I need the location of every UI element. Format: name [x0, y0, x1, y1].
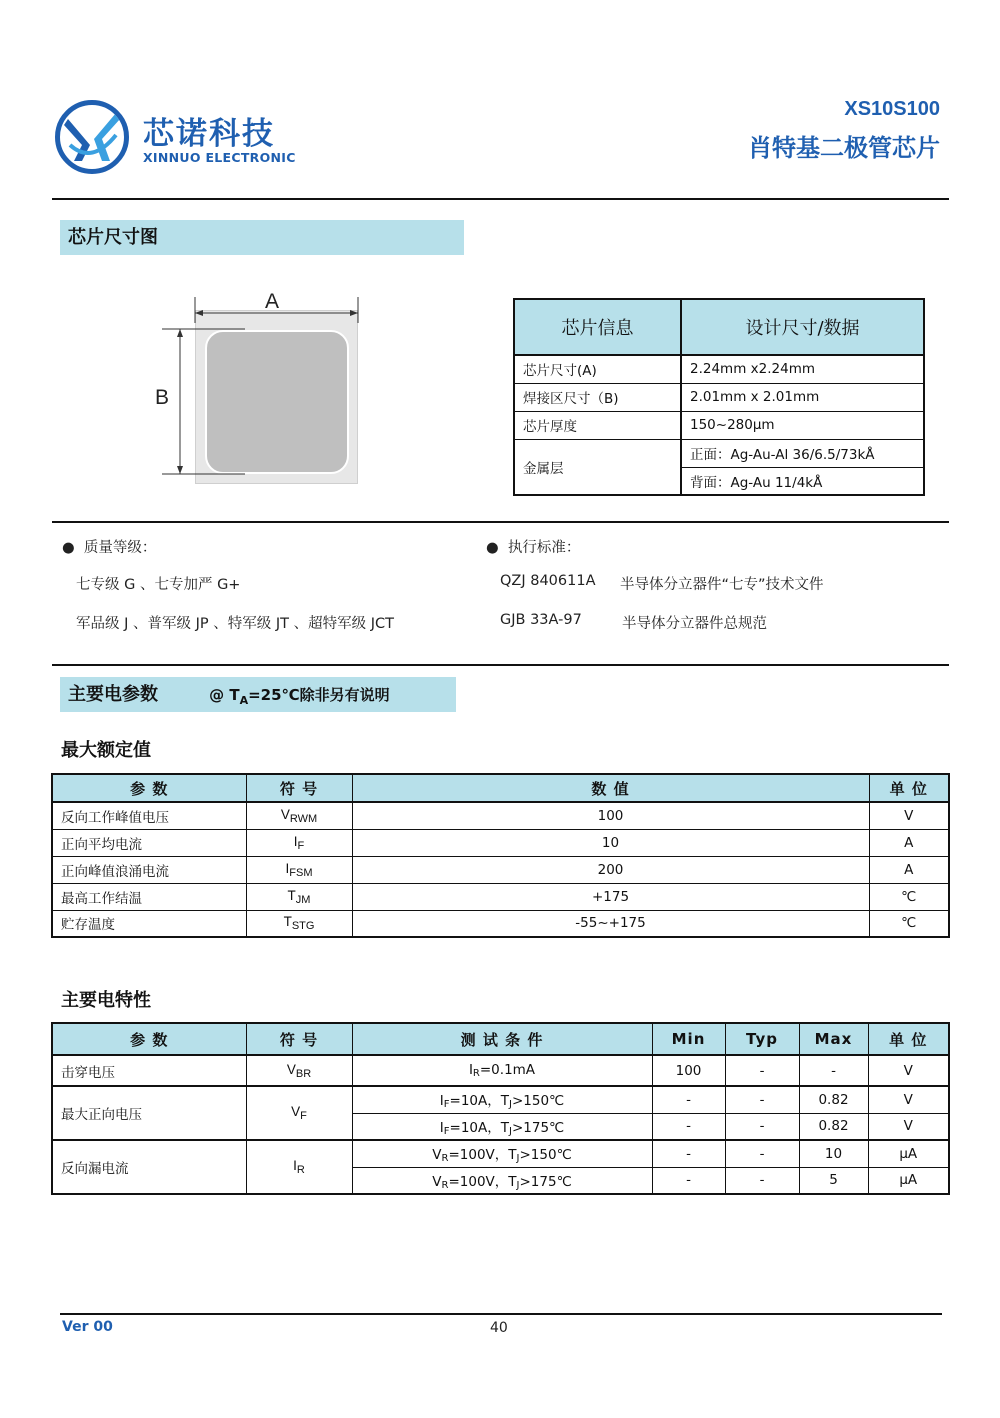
- unit-value: μA: [868, 1167, 949, 1194]
- param-value: -55~+175: [352, 910, 869, 937]
- unit-value: V: [868, 1055, 949, 1086]
- standard-code-1: QZJ 840611A: [500, 573, 596, 589]
- param-name: 正向平均电流: [52, 829, 246, 856]
- info-value: 150~280μm: [681, 411, 924, 439]
- table-row: [52, 829, 949, 856]
- electrical-section-title: 主要电参数: [68, 684, 158, 705]
- col-unit: 单 位: [868, 1023, 949, 1055]
- chip-info-table: [513, 298, 925, 496]
- max-value: 0.82: [799, 1113, 868, 1140]
- col-symbol: 符 号: [246, 1023, 352, 1055]
- max-ratings-table: [51, 773, 950, 938]
- standard-desc-1: 半导体分立器件“七专”技术文件: [620, 577, 824, 593]
- typ-value: -: [725, 1167, 799, 1194]
- table-row: [514, 383, 924, 411]
- table-row: [514, 355, 924, 383]
- quality-heading: ● 质量等级：: [62, 540, 157, 556]
- section-divider: [52, 521, 949, 523]
- metal-back: 背面：Ag-Au 11/4kÅ: [681, 467, 924, 495]
- param-value: +175: [352, 883, 869, 910]
- max-value: -: [799, 1055, 868, 1086]
- chip-section-bar: [60, 220, 464, 255]
- param-symbol: $V_{BR}$: [246, 1055, 352, 1086]
- electrical-section-bar: [60, 677, 456, 712]
- unit-value: μA: [868, 1140, 949, 1167]
- table-row: [52, 1140, 949, 1167]
- part-description: 肖特基二极管芯片: [748, 134, 940, 162]
- company-name-en: XINNUO ELECTRONIC: [143, 150, 296, 165]
- param-unit: A: [869, 829, 949, 856]
- col-unit: 单 位: [869, 774, 949, 802]
- max-value: 0.82: [799, 1086, 868, 1113]
- param-name: 正向峰值浪涌电流: [52, 856, 246, 883]
- typ-value: -: [725, 1140, 799, 1167]
- typ-value: -: [725, 1086, 799, 1113]
- param-value: 10: [352, 829, 869, 856]
- dimension-lines: [150, 285, 380, 495]
- min-value: -: [652, 1140, 725, 1167]
- table-row: [52, 1055, 949, 1086]
- table-row: [52, 856, 949, 883]
- table-row: [514, 439, 924, 467]
- col-symbol: 符 号: [246, 774, 352, 802]
- param-symbol: $I_R$: [246, 1140, 352, 1194]
- document-version: Ver 00: [62, 1319, 113, 1335]
- standard-code-2: GJB 33A-97: [500, 612, 582, 628]
- standard-desc-2: 半导体分立器件总规范: [622, 616, 767, 632]
- param-value: 200: [352, 856, 869, 883]
- typ-value: -: [725, 1113, 799, 1140]
- col-min: Min: [652, 1023, 725, 1055]
- metal-front: 正面：Ag-Au-Al 36/6.5/73kÅ: [681, 439, 924, 467]
- param-unit: ℃: [869, 883, 949, 910]
- param-unit: A: [869, 856, 949, 883]
- metal-label: 金属层: [514, 439, 681, 495]
- param-symbol: $V_F$: [246, 1086, 352, 1140]
- part-number: XS10S100: [844, 98, 940, 120]
- param-unit: ℃: [869, 910, 949, 937]
- test-condition: $I_F=10A$，$T_J>150℃$: [352, 1086, 652, 1113]
- quality-line-1: 七专级 G 、七专加严 G+: [76, 577, 241, 593]
- table-row: [52, 910, 949, 937]
- page-number: 40: [490, 1320, 508, 1336]
- col-condition: 测 试 条 件: [352, 1023, 652, 1055]
- param-value: 100: [352, 802, 869, 829]
- max-ratings-title: 最大额定值: [61, 740, 151, 761]
- min-value: 100: [652, 1055, 725, 1086]
- design-data-header: 设计尺寸/数据: [681, 299, 924, 355]
- col-max: Max: [799, 1023, 868, 1055]
- param-symbol: $I_F$: [246, 829, 352, 856]
- company-logo-icon: [55, 100, 129, 174]
- company-name-cn: 芯诺科技: [143, 116, 275, 152]
- info-label: 芯片尺寸(A): [514, 355, 681, 383]
- footer-divider: [60, 1313, 942, 1315]
- test-condition: $V_R=100V$，$T_J>150℃$: [352, 1140, 652, 1167]
- table-row: [52, 1086, 949, 1113]
- param-name: 击穿电压: [52, 1055, 246, 1086]
- param-name: 最高工作结温: [52, 883, 246, 910]
- info-value: 2.01mm x 2.01mm: [681, 383, 924, 411]
- param-name: 反向工作峰值电压: [52, 802, 246, 829]
- col-value: 数 值: [352, 774, 869, 802]
- col-typ: Typ: [725, 1023, 799, 1055]
- min-value: -: [652, 1167, 725, 1194]
- typ-value: -: [725, 1055, 799, 1086]
- section-divider: [52, 664, 949, 666]
- unit-value: V: [868, 1113, 949, 1140]
- param-symbol: $T_{STG}$: [246, 910, 352, 937]
- table-row: [52, 802, 949, 829]
- param-symbol: $T_{JM}$: [246, 883, 352, 910]
- info-value: 2.24mm x2.24mm: [681, 355, 924, 383]
- dimension-b-label: B: [155, 386, 170, 409]
- chip-info-header: 芯片信息: [514, 299, 681, 355]
- param-name: 最大正向电压: [52, 1086, 246, 1140]
- param-name: 反向漏电流: [52, 1140, 246, 1194]
- info-label: 芯片厚度: [514, 411, 681, 439]
- header-divider: [52, 198, 949, 200]
- characteristics-title: 主要电特性: [61, 990, 151, 1011]
- min-value: -: [652, 1086, 725, 1113]
- col-param: 参 数: [52, 1023, 246, 1055]
- info-label: 焊接区尺寸（B): [514, 383, 681, 411]
- quality-line-2: 军品级 J 、普军级 JP 、特军级 JT 、超特军级 JCT: [76, 616, 394, 632]
- test-condition: $I_R=0.1mA$: [352, 1055, 652, 1086]
- test-condition: $I_F=10A$，$T_J>175℃$: [352, 1113, 652, 1140]
- max-value: 10: [799, 1140, 868, 1167]
- param-symbol: $V_{RWM}$: [246, 802, 352, 829]
- characteristics-table: [51, 1022, 950, 1195]
- max-value: 5: [799, 1167, 868, 1194]
- standard-heading: ● 执行标准：: [486, 540, 581, 556]
- table-row: [52, 883, 949, 910]
- param-symbol: $I_{FSM}$: [246, 856, 352, 883]
- unit-value: V: [868, 1086, 949, 1113]
- test-condition: $V_R=100V$，$T_J>175℃$: [352, 1167, 652, 1194]
- dimension-a-label: A: [265, 290, 280, 313]
- table-row: [514, 411, 924, 439]
- col-param: 参 数: [52, 774, 246, 802]
- param-name: 贮存温度: [52, 910, 246, 937]
- param-unit: V: [869, 802, 949, 829]
- electrical-condition: @ $T_A=25℃$除非另有说明: [209, 686, 390, 707]
- min-value: -: [652, 1113, 725, 1140]
- chip-section-title: 芯片尺寸图: [68, 227, 158, 248]
